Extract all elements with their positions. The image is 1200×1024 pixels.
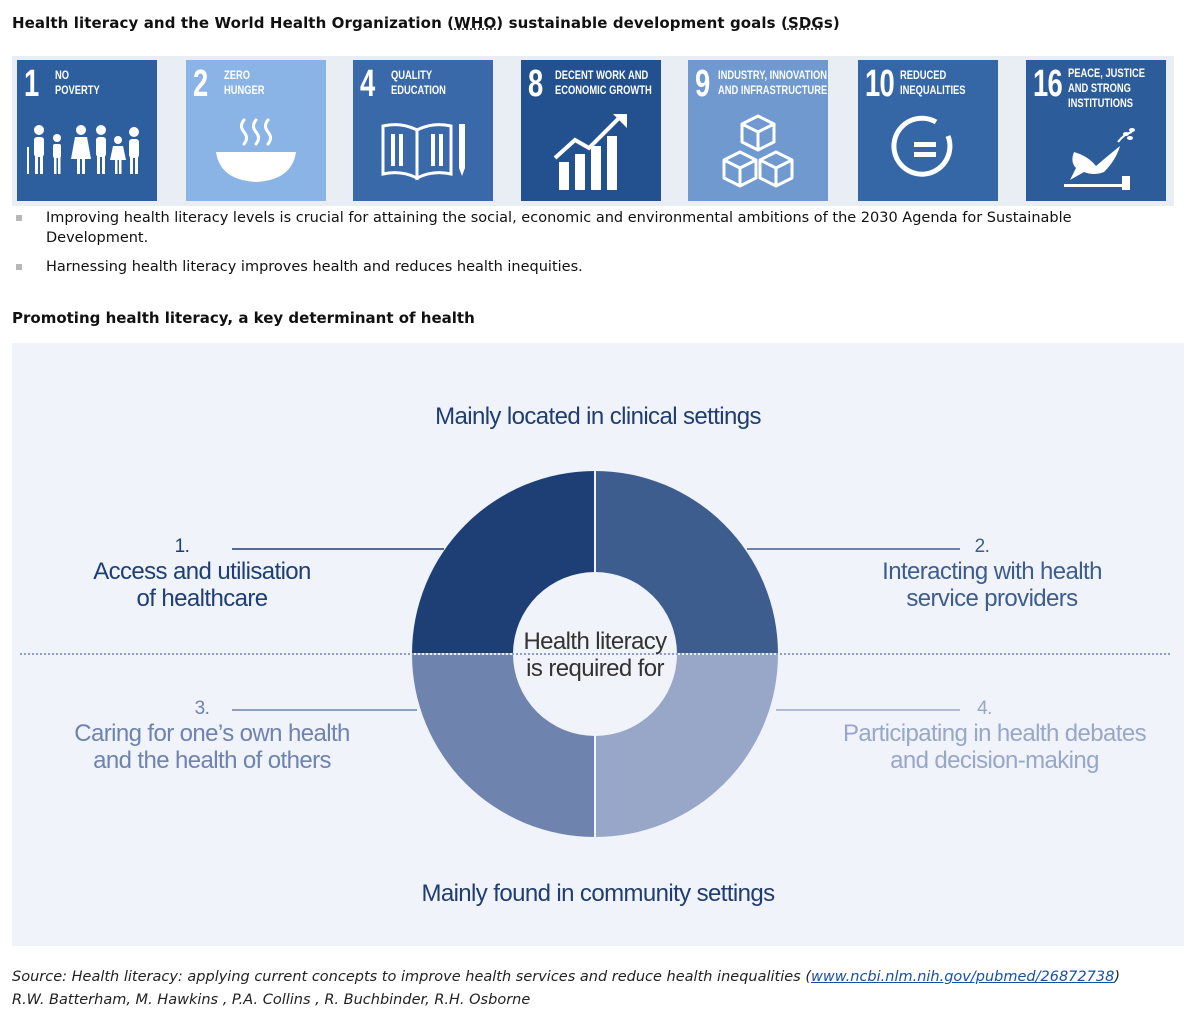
title-prefix: Health literacy and the World Health Organization ( — [12, 14, 455, 32]
sdg-tile-8 — [521, 60, 661, 201]
bowl-icon — [186, 112, 326, 201]
sdg-label: DECENT WORK AND ECONOMIC GROWTH — [555, 68, 652, 97]
equals-circle-icon — [858, 112, 998, 201]
q3-line-1: Caring for one’s own health — [74, 720, 350, 747]
q2-line-1: Interacting with health — [882, 558, 1102, 585]
book-pencil-icon — [353, 112, 493, 201]
sdg-number: 9 — [695, 63, 710, 105]
bottom-setting-label: Mainly found in community settings — [421, 880, 775, 907]
sdg-label: INDUSTRY, INNOVATION AND INFRASTRUCTURE — [718, 68, 828, 97]
quadrant-1-label — [32, 536, 372, 612]
bullet-list — [14, 208, 1174, 286]
sdg-abbreviation[interactable]: SDG — [787, 14, 824, 32]
q1-line-2: of healthcare — [136, 585, 268, 612]
bullet-square-icon — [16, 215, 22, 221]
top-setting-label: Mainly located in clinical settings — [435, 403, 761, 430]
quadrant-1-segment — [412, 471, 595, 654]
bullet-text: Harnessing health literacy improves health and reduces health inequities. — [46, 259, 583, 275]
list-item — [14, 257, 1174, 277]
sdg-label: NO POVERTY — [55, 68, 100, 97]
q2-line-2: service providers — [906, 585, 1078, 612]
q3-line-2: and the health of others — [93, 747, 331, 774]
center-label-line-1: Health literacy — [523, 628, 667, 655]
health-literacy-diagram — [12, 343, 1184, 946]
bullet-text: Improving health literacy levels is crucial for attaining the social, economic and environmental ambitions of the 2030 Agenda for Sustainable Development. — [46, 210, 1072, 246]
sdg-tile-2 — [186, 60, 326, 201]
sdg-number: 2 — [193, 63, 208, 105]
center-label-line-2: is required for — [526, 655, 664, 682]
source-suffix: ) — [1114, 969, 1120, 985]
sdg-tile-1 — [17, 60, 157, 201]
source-authors: R.W. Batterham, M. Hawkins , P.A. Collins , R. Buchbinder, R.H. Osborne — [12, 992, 531, 1008]
source-citation — [12, 966, 1120, 1012]
quadrant-3-label — [32, 698, 392, 774]
title-middle: ) sustainable development goals ( — [496, 14, 788, 32]
sdg-tile-16 — [1026, 60, 1166, 201]
sdg-tile-9 — [688, 60, 828, 201]
title-suffix: s) — [823, 14, 840, 32]
q4-number: 4. — [977, 698, 992, 719]
center-label — [495, 628, 695, 682]
quadrant-4-label — [807, 698, 1182, 774]
sdg-label: PEACE, JUSTICE AND STRONG INSTITUTIONS — [1068, 66, 1145, 110]
q2-number: 2. — [974, 536, 990, 557]
q4-line-2: and decision-making — [890, 747, 1099, 774]
sdg-number: 16 — [1033, 63, 1063, 105]
sdg-icons-strip — [12, 56, 1174, 206]
sdg-number: 10 — [865, 63, 895, 105]
list-item — [14, 208, 1174, 248]
who-abbreviation[interactable]: WHO — [454, 14, 497, 32]
family-icon — [17, 112, 157, 201]
sdg-number: 4 — [360, 63, 375, 105]
source-link[interactable]: www.ncbi.nlm.nih.gov/pubmed/26872738 — [811, 969, 1115, 985]
sdg-tile-4 — [353, 60, 493, 201]
q1-number: 1. — [174, 536, 190, 557]
source-prefix: Source: Health literacy: applying current concepts to improve health services and reduce health inequalities ( — [12, 969, 811, 985]
sdg-number: 1 — [24, 63, 39, 105]
cubes-icon — [688, 112, 828, 201]
sdg-number: 8 — [528, 63, 543, 105]
q3-number: 3. — [194, 698, 210, 719]
dove-gavel-icon — [1026, 112, 1166, 201]
sdg-label: REDUCED INEQUALITIES — [900, 68, 966, 97]
sdg-tile-10 — [858, 60, 998, 201]
section-title: Promoting health literacy, a key determinant of health — [12, 309, 475, 327]
sdg-label: ZERO HUNGER — [224, 68, 265, 97]
growth-chart-icon — [521, 112, 661, 201]
q1-line-1: Access and utilisation — [93, 558, 311, 585]
quadrant-2-segment — [595, 471, 778, 654]
q4-line-1: Participating in health debates — [843, 720, 1146, 747]
bullet-square-icon — [16, 264, 22, 270]
page-title — [12, 14, 840, 32]
quadrant-2-label — [822, 536, 1162, 612]
sdg-label: QUALITY EDUCATION — [391, 68, 446, 97]
